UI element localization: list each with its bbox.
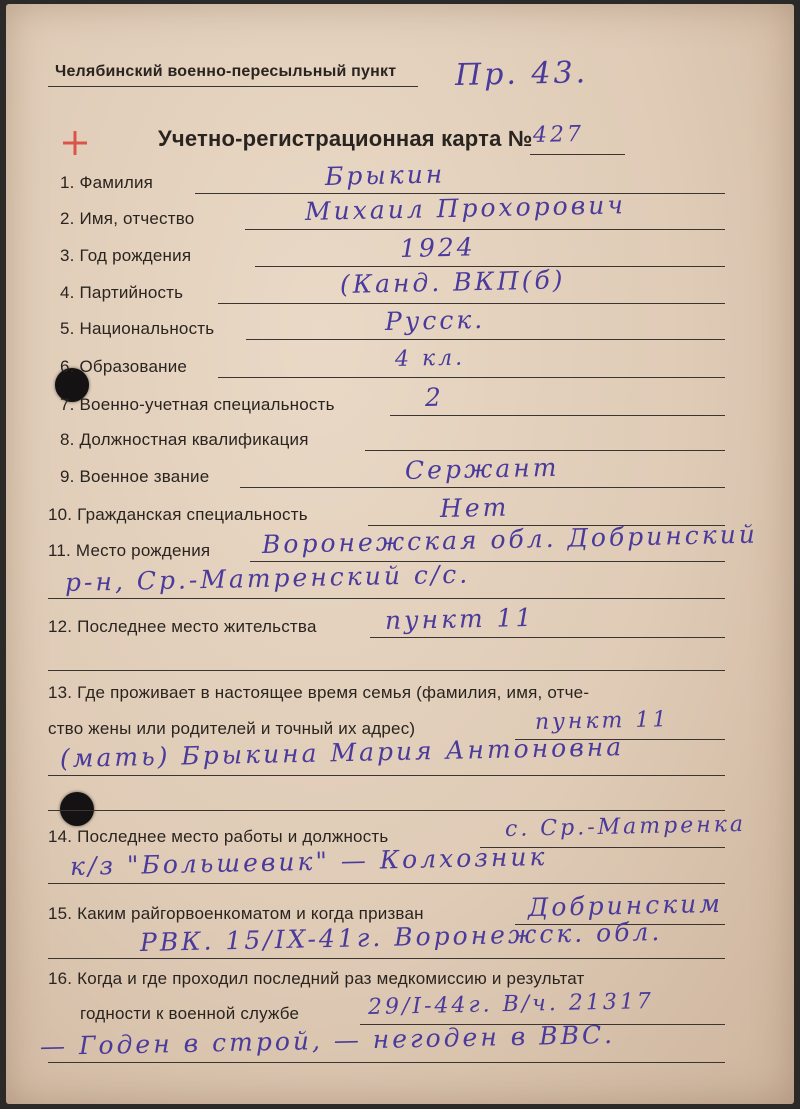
field-nationality-label: 5. Национальность — [60, 319, 215, 338]
field-military-specialty-value: 2 — [424, 382, 445, 412]
field-name-value: Михаил Прохорович — [304, 190, 627, 226]
field-family-line-3 — [48, 810, 725, 811]
field-medical-label-2: годности к военной службе — [80, 1004, 300, 1023]
field-military-specialty-label: 7. Военно-учетная специальность — [60, 395, 335, 414]
field-education-line — [218, 377, 725, 378]
field-nationality-line — [246, 339, 725, 340]
card-title: Учетно-регистрационная карта № — [158, 126, 533, 151]
field-conscription-value-1: Добринским — [527, 888, 724, 922]
field-party-line — [218, 303, 725, 304]
field-name-label: 2. Имя, отчество — [60, 209, 195, 228]
field-conscription-value-2: РВК. 15/IX-41г. Воронежск. обл. — [139, 917, 663, 957]
field-medical-value-2: — Годен в строй, — негоден в ВВС. — [39, 1019, 616, 1061]
red-cross-mark — [60, 128, 90, 158]
field-medical-label-1: 16. Когда и где проходил последний раз медкомиссию и результат — [48, 969, 585, 988]
field-military-specialty-line — [390, 415, 725, 416]
field-workplace-label: 14. Последнее место работы и должность — [48, 827, 389, 846]
field-workplace-value-2: к/з "Большевик" — Колхозник — [69, 842, 548, 881]
field-family-value-1: пункт 11 — [534, 707, 670, 735]
field-last-residence-line-2 — [48, 670, 725, 671]
field-rank-value: Сержант — [404, 452, 560, 485]
field-conscription-label: 15. Каким райгорвоенкоматом и когда призван — [48, 904, 424, 923]
field-surname-label: 1. Фамилия — [60, 173, 154, 192]
header-underline — [48, 86, 418, 87]
field-party-label: 4. Партийность — [60, 283, 184, 302]
field-birth-year-value: 1924 — [399, 232, 476, 263]
field-civil-specialty-value: Нет — [439, 492, 510, 523]
card-number-line — [530, 154, 625, 155]
field-family-label-1: 13. Где проживает в настоящее время семья (фамилия, имя, отче- — [48, 683, 590, 702]
transit-point-name: Челябинский военно-пересыльный пункт — [55, 63, 397, 80]
field-nationality-value: Русск. — [384, 304, 486, 336]
field-party-value: (Канд. ВКП(б) — [339, 265, 566, 299]
card-number-handwritten: 427 — [532, 121, 585, 148]
field-medical-line-2 — [48, 1062, 725, 1063]
field-civil-specialty-label: 10. Гражданская специальность — [48, 505, 308, 524]
field-workplace-line-2 — [48, 883, 725, 884]
field-conscription-line-2 — [48, 958, 725, 959]
field-medical-value-1: 29/I-44г. В/ч. 21317 — [367, 989, 655, 1020]
field-family-label-2: ство жены или родителей и точный их адрес) — [48, 719, 416, 738]
field-last-residence-value: пункт 11 — [384, 602, 535, 635]
field-family-line-2 — [48, 775, 725, 776]
field-family-value-2: (мать) Брыкина Мария Антоновна — [59, 732, 625, 773]
field-name-line — [245, 229, 725, 230]
field-birthplace-line-2 — [48, 598, 725, 599]
field-birth-year-label: 3. Год рождения — [60, 246, 192, 265]
field-education-value: 4 кл. — [394, 345, 466, 372]
field-birthplace-value-1: Воронежская обл. Добринский — [261, 519, 759, 559]
field-birthplace-label: 11. Место рождения — [48, 541, 211, 560]
punch-hole-bottom — [60, 792, 94, 826]
field-education-label: 6. Образование — [60, 357, 188, 376]
field-qualification-line — [365, 450, 725, 451]
field-workplace-value-1: с. Ср.-Матренка — [504, 811, 747, 842]
ref-number-handwritten: Пр. 43. — [454, 55, 589, 93]
field-last-residence-line-1 — [370, 637, 725, 638]
field-birthplace-value-2: р-н, Ср.-Матренский с/с. — [64, 559, 471, 597]
field-last-residence-label: 12. Последнее место жительства — [48, 617, 317, 636]
field-qualification-label: 8. Должностная квалификация — [60, 430, 309, 449]
field-rank-label: 9. Военное звание — [60, 467, 210, 486]
field-rank-line — [240, 487, 725, 488]
field-surname-value: Брыкин — [324, 159, 446, 191]
